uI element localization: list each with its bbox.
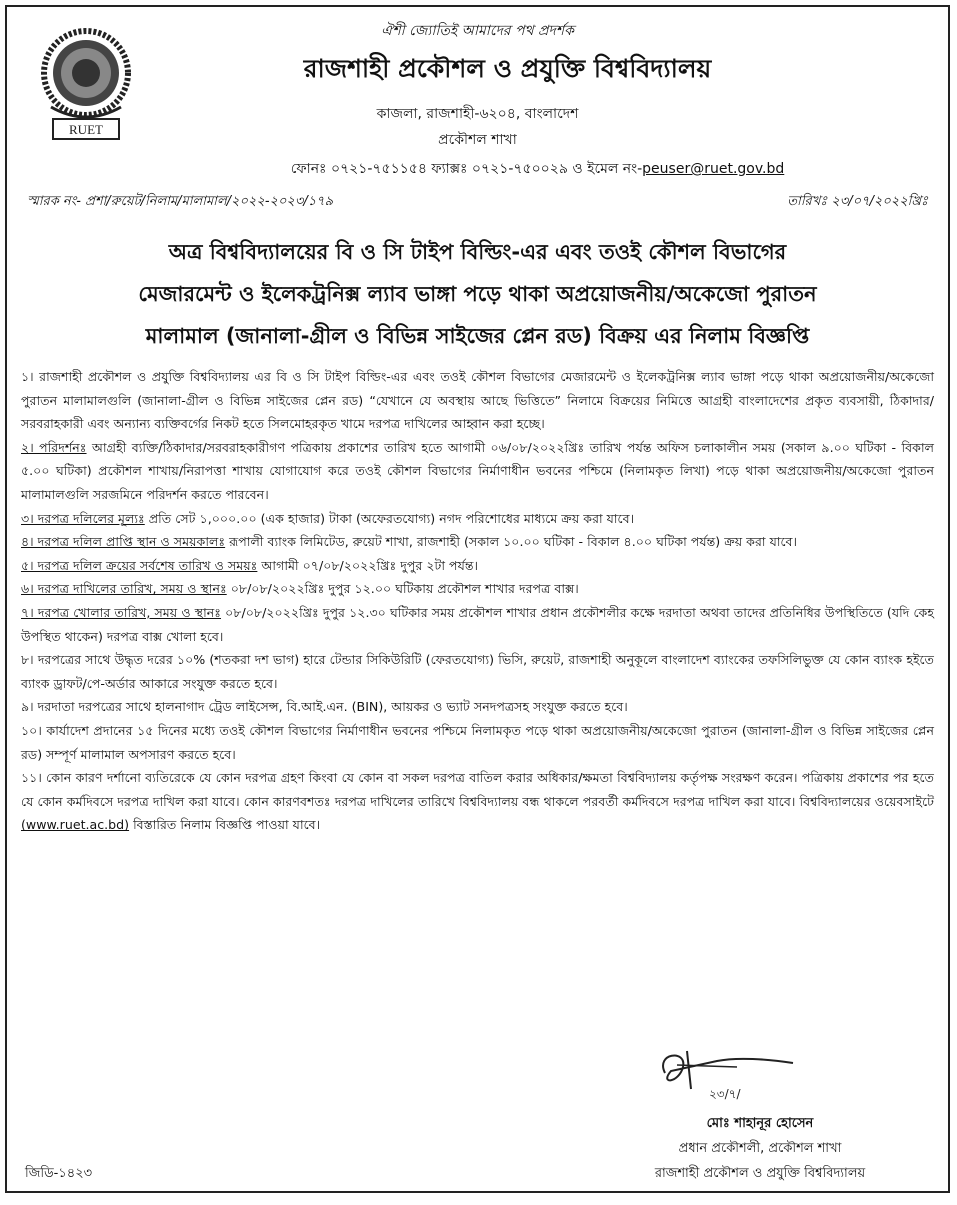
- clause-label: ৪। দরপত্র দলিল প্রাপ্তি স্থান ও সময়কালঃ: [21, 534, 226, 550]
- signatory-name: মোঃ শাহানূর হোসেন: [706, 1116, 814, 1131]
- signature-icon: [647, 1043, 797, 1105]
- university-name: রাজশাহী প্রকৌশল ও প্রযুক্তি বিশ্ববিদ্যালয়: [303, 54, 712, 83]
- clause-label: ৭। দরপত্র খোলার তারিখ, সময় ও স্থানঃ: [21, 604, 221, 620]
- clause-text: ১। রাজশাহী প্রকৌশল ও প্রযুক্তি বিশ্ববিদ্যালয় এর বি ও সি টাইপ বিল্ডিং-এর এবং তওই কৌশল বিভাগের মেজারমেন্ট ও ইলেকট্রনিক্স ল্যাব ভাঙ্গা পড়ে থাকা অপ্রয়োজনীয়/অকেজো পুরাতন মালামালগুলি (জানালা-গ্রীল ও বিভিন্ন সাইজের প্লেন রড) “যেখানে যে অবস্থায় আছে ভিত্তিতে” নিলামে বিক্রয়ের নিমিত্তে আগ্রহী বাংলাদেশের প্রকৃত ব্যবসায়ী, ঠিকাদার/সরবরাহকারী এবং অন্যান্য ব্যক্তিবর্গের নিকট হতে সিলমোহরকৃত খামে দরপত্র দাখিলের আহ্বান করা হচ্ছে।: [21, 369, 934, 432]
- clause-text: ০৮/০৮/২০২২খ্রিঃ দুপুর ১২.৩০ ঘটিকার সময় প্রকৌশল শাখার প্রধান প্রকৌশলীর কক্ষে দরদাতা অথবা তাদের প্রতিনিধির উপস্থিতিতে (যদি কেহ উপস্থিত থাকেন) দরপত্র বাক্স খোলা হবে।: [21, 604, 934, 644]
- clause-text: ০৮/০৮/২০২২খ্রিঃ দুপুর ১২.০০ ঘটিকায় প্রকৌশল শাখার দরপত্র বাক্স।: [226, 581, 579, 597]
- clause-10: [21, 719, 934, 766]
- contact-line: [7, 157, 948, 181]
- clause-9: [21, 695, 934, 719]
- footer-code: জিডি-১৪২৩: [25, 1166, 93, 1181]
- clause-label: ৩। দরপত্র দলিলের মূল্যঃ: [21, 510, 145, 526]
- clause-text: প্রতি সেট ১,০০০.০০ (এক হাজার) টাকা (অফেরতযোগ্য) নগদ পরিশোধের মাধ্যমে ক্রয় করা যাবে।: [144, 510, 635, 526]
- clause-text: রূপালী ব্যাংক লিমিটেড, রুয়েট শাখা, রাজশাহী (সকাল ১০.০০ ঘটিকা - বিকাল ৪.০০ ঘটিকা পর্যন্ত) ক্রয় করা যাবে।: [225, 534, 798, 550]
- title-line: মেজারমেন্ট ও ইলেকট্রনিক্স ল্যাব ভাঙ্গা পড়ে থাকা অপ্রয়োজনীয়/অকেজো পুরাতন: [138, 282, 817, 306]
- clause-8: [21, 648, 934, 695]
- notice-body: [21, 365, 934, 837]
- signatory-block: [600, 1111, 920, 1186]
- notice-date: তারিখঃ ২৩/০৭/২০২২খ্রিঃ: [787, 194, 928, 209]
- clause-label: ২। পরিদর্শনঃ: [21, 439, 87, 455]
- notice-title: [29, 231, 926, 357]
- notice-page: [5, 5, 950, 1193]
- signature-date: ২৩/৭/: [709, 1087, 741, 1101]
- logo-text: RUET: [69, 122, 103, 137]
- address: কাজলা, রাজশাহী-৬২০৪, বাংলাদেশ: [376, 106, 579, 122]
- clause-5: [21, 554, 934, 578]
- clause-11: [21, 766, 934, 837]
- clause-label: ৫। দরপত্র দলিল ক্রয়ের সর্বশেষ তারিখ ও সময়ঃ: [21, 557, 258, 573]
- clause-7: [21, 601, 934, 648]
- clause-text: আগ্রহী ব্যক্তি/ঠিকাদার/সরবরাহকারীগণ পত্রিকায় প্রকাশের তারিখ হতে আগামী ০৬/০৮/২০২২খ্রিঃ তারিখ পর্যন্ত অফিস চলাকালীন সময় (সকাল ৯.০০ ঘটিকা - বিকাল ৫.০০ ঘটিকা) প্রকৌশল শাখায়/নিরাপত্তা শাখায় যোগাযোগ করে তওই কৌশল বিভাগের নির্মাণাধীন ভবনের পশ্চিমে (নিলামকৃত লিখা) পড়ে থাকা অপ্রয়োজনীয়/অকেজো পুরাতন মালামালগুলি সরজমিনে পরিদর্শন করতে পারবেন।: [21, 439, 934, 502]
- clause-label: ৬। দরপত্র দাখিলের তারিখ, সময় ও স্থানঃ: [21, 581, 227, 597]
- motto: ঐশী জ্যোতিই আমাদের পথ প্রদর্শক: [381, 23, 574, 39]
- clause-text: ৮। দরপত্রের সাথে উদ্ধৃত দরের ১০% (শতকরা দশ ভাগ) হারে টেন্ডার সিকিউরিটি (ফেরতযোগ্য) ভিসি, রুয়েট, রাজশাহী অনুকূলে বাংলাদেশ ব্যাংকের তফসিলিভুক্ত যে কোন ব্যাংক হইতে ব্যাংক ড্রাফট/পে-অর্ডার আকারে সংযুক্ত করতে হবে।: [21, 652, 934, 691]
- clause-text: ১০। কার্যাদেশ প্রদানের ১৫ দিনের মধ্যে তওই কৌশল বিভাগের নির্মাণাধীন ভবনের পশ্চিমে নিলামকৃত পড়ে থাকা অপ্রয়োজনীয়/অকেজো পুরাতন (জানালা-গ্রীল ও বিভিন্ন সাইজের প্লেন রড) সম্পূর্ণ মালামাল অপসারণ করতে হবে।: [21, 722, 934, 762]
- office-name: প্রকৌশল শাখা: [438, 132, 517, 148]
- title-line: অত্র বিশ্ববিদ্যালয়ের বি ও সি টাইপ বিল্ডিং-এর এবং তওই কৌশল বিভাগের: [168, 240, 787, 264]
- website-suffix: বিস্তারিত নিলাম বিজ্ঞপ্তি পাওয়া যাবে।: [129, 817, 321, 833]
- clause-2: [21, 436, 934, 507]
- title-line: মালামাল (জানালা-গ্রীল ও বিভিন্ন সাইজের প্লেন রড) বিক্রয় এর নিলাম বিজ্ঞপ্তি: [145, 324, 810, 348]
- phone-fax: ফোনঃ ০৭২১-৭৫১১৫৪ ফ্যাক্সঃ ০৭২১-৭৫০০২৯ ও ইমেল নং-: [290, 161, 643, 177]
- email-link[interactable]: peuser@ruet.gov.bd: [642, 161, 785, 177]
- clause-3: [21, 507, 934, 531]
- letterhead: [7, 7, 948, 219]
- clause-text: ১১। কোন কারণ দর্শানো ব্যতিরেকে যে কোন দরপত্র গ্রহণ কিংবা যে কোন বা সকল দরপত্র বাতিল করার অধিকার/ক্ষমতা বিশ্ববিদ্যালয় কর্তৃপক্ষ সংরক্ষণ করেন। পত্রিকায় প্রকাশের পর হতে যে কোন কর্মদিবসে দরপত্র দাখিল করা যাবে। কোন কারণবশতঃ দরপত্র দাখিলের তারিখে বিশ্ববিদ্যালয় বন্ধ থাকলে পরবর্তী কর্মদিবসে দরপত্র দাখিল করা যাবে। বিশ্ববিদ্যালয়ের ওয়েবসাইটে: [21, 770, 934, 809]
- clause-text: ৯। দরদাতা দরপত্রের সাথে হালনাগাদ ট্রেড লাইসেন্স, বি.আই.এন. (BIN), আয়কর ও ভ্যাট সনদপত্রসহ সংযুক্ত করতে হবে।: [21, 699, 628, 715]
- signatory-organization: রাজশাহী প্রকৌশল ও প্রযুক্তি বিশ্ববিদ্যালয়: [654, 1166, 866, 1181]
- clause-4: [21, 530, 934, 554]
- clause-6: [21, 577, 934, 601]
- website-link[interactable]: (www.ruet.ac.bd): [21, 817, 130, 833]
- clause-1: [21, 365, 934, 436]
- clause-text: আগামী ০৭/০৮/২০২২খ্রিঃ দুপুর ২টা পর্যন্ত।: [257, 557, 479, 573]
- signatory-designation: প্রধান প্রকৌশলী, প্রকৌশল শাখা: [678, 1141, 842, 1156]
- memo-number: স্মারক নং- প্রশা/রুয়েট/নিলাম/মালামাল/২০২২-২০২৩/১৭৯: [27, 194, 334, 209]
- reference-row: [27, 192, 928, 213]
